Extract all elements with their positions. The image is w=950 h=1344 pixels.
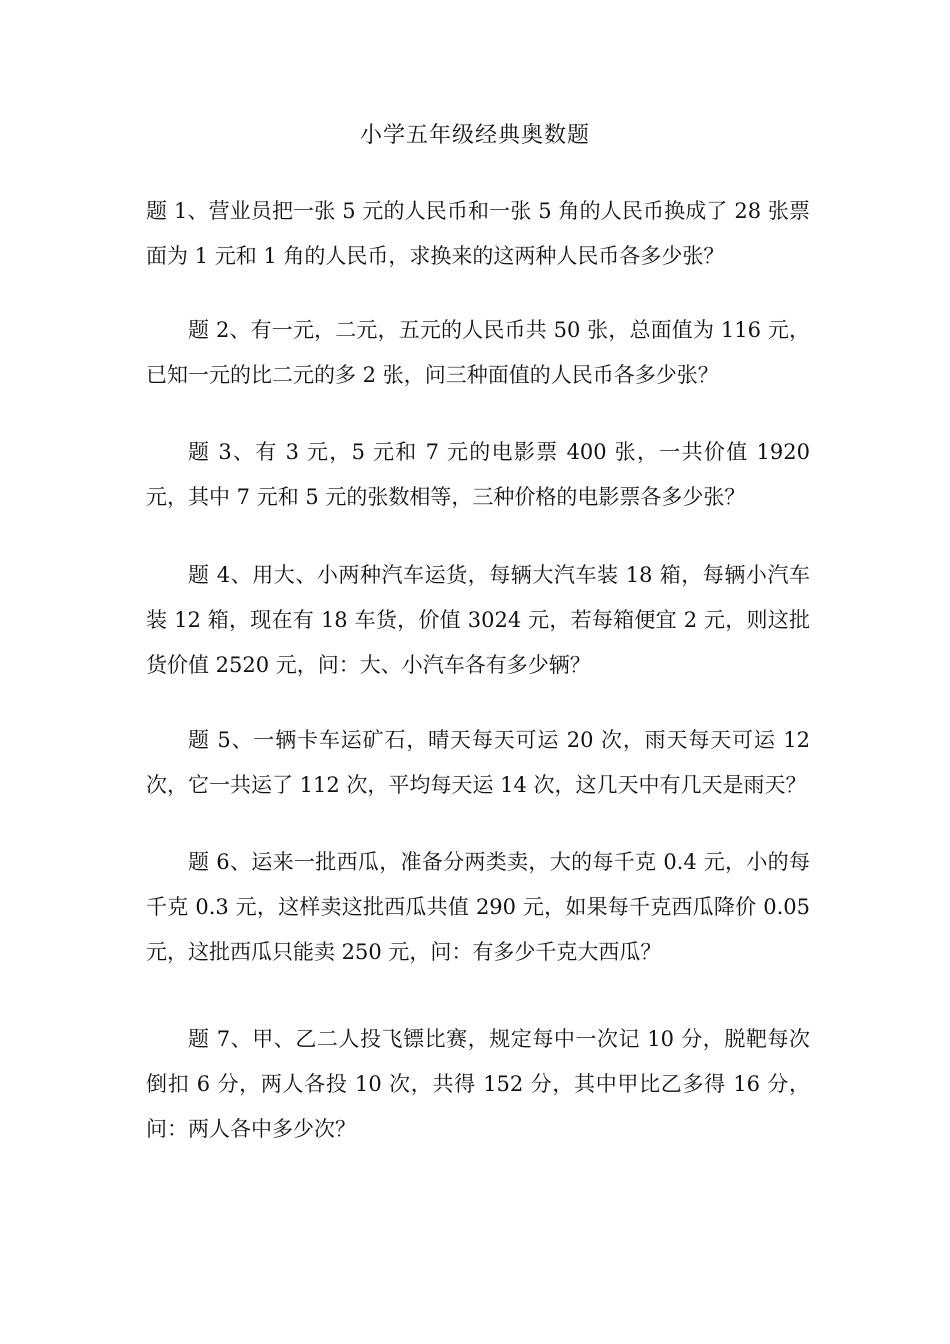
problem-5: 题 5、一辆卡车运矿石，晴天每天可运 20 次，雨天每天可运 12 次，它一共运了 112 次，平均每天运 14 次，这几天中有几天是雨天？ [146, 728, 810, 797]
problem-2: 题 2、有一元，二元，五元的人民币共 50 张，总面值为 116 元，已知一元的比二元的多 2 张，问三种面值的人民币各多少张？ [146, 318, 810, 387]
page-title: 小学五年级经典奥数题 [359, 123, 590, 148]
problem-3: 题 3、有 3 元，5 元和 7 元的电影票 400 张，一共价值 1920 元，其中 7 元和 5 元的张数相等，三种价格的电影票各多少张？ [146, 440, 810, 509]
problem-6: 题 6、运来一批西瓜，准备分两类卖，大的每千克 0.4 元，小的每千克 0.3 元，这样卖这批西瓜共值 290 元，如果每千克西瓜降价 0.05 元，这批西瓜只能卖 250 元，问：有多少千克大西瓜？ [146, 850, 810, 964]
problem-4: 题 4、用大、小两种汽车运货，每辆大汽车装 18 箱，每辆小汽车装 12 箱，现在有 18 车货，价值 3024 元，若每箱便宜 2 元，则这批货价值 2520 元，问：大、小汽车各有多少辆？ [146, 563, 810, 677]
problem-1: 题 1、营业员把一张 5 元的人民币和一张 5 角的人民币换成了 28 张票面为 1 元和 1 角的人民币，求换来的这两种人民币各多少张？ [146, 199, 810, 268]
problem-7: 题 7、甲、乙二人投飞镖比赛，规定每中一次记 10 分，脱靶每次倒扣 6 分，两人各投 10 次，共得 152 分，其中甲比乙多得 16 分，问：两人各中多少次？ [146, 1027, 810, 1141]
